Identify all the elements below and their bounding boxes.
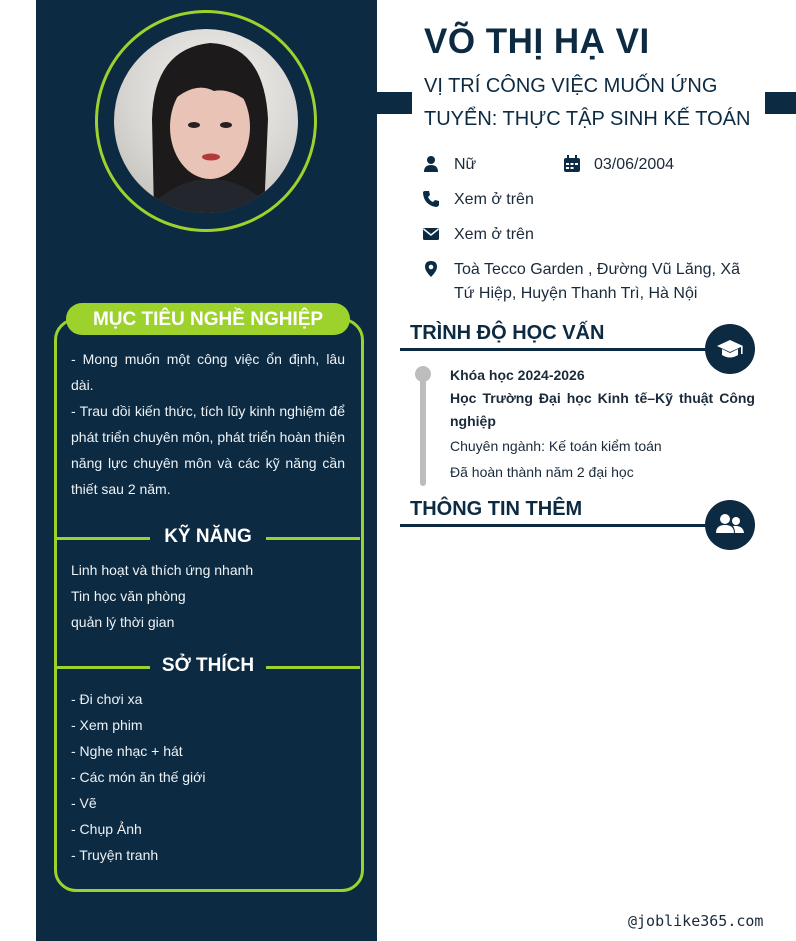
hobbies-list xyxy=(71,686,205,868)
hobbies-title: SỞ THÍCH xyxy=(161,655,255,676)
skill-item: quản lý thời gian xyxy=(71,614,175,630)
skills-title: KỸ NĂNG xyxy=(164,526,252,547)
objective-text xyxy=(71,346,345,502)
calendar-icon xyxy=(563,155,581,173)
education-status: Đã hoàn thành năm 2 đại học xyxy=(450,464,634,480)
hobby-item: - Xem phim xyxy=(71,717,143,733)
hobby-item: - Chụp Ảnh xyxy=(71,821,142,837)
education-school: Học Trường Đại học Kinh tế–Kỹ thuật Công nghiệp xyxy=(450,390,755,429)
users-icon xyxy=(705,500,755,550)
education-timeline xyxy=(420,372,426,486)
extra-title: THÔNG TIN THÊM xyxy=(410,498,583,520)
phone-icon xyxy=(422,190,440,208)
title-accent-bar-left xyxy=(377,92,412,114)
education-title: TRÌNH ĐỘ HỌC VẤN xyxy=(410,322,605,344)
extra-rule xyxy=(400,524,720,527)
objective-line: - Mong muốn một công việc ổn định, lâu dài. xyxy=(71,351,345,393)
profile-photo-frame xyxy=(95,10,317,232)
desired-position: VỊ TRÍ CÔNG VIỆC MUỐN ỨNG TUYỂN: THỰC TẬP SINH KẾ TOÁN xyxy=(424,75,751,130)
birthdate-value: 03/06/2004 xyxy=(594,156,675,173)
envelope-icon xyxy=(422,225,440,243)
objective-title: MỤC TIÊU NGHỀ NGHIỆP xyxy=(66,303,350,335)
candidate-name: VÕ THỊ HẠ VI xyxy=(424,22,650,61)
skills-header xyxy=(56,523,360,551)
phone-value: Xem ở trên xyxy=(454,191,534,208)
hobby-item: - Truyện tranh xyxy=(71,847,159,863)
hobby-item: - Đi chơi xa xyxy=(71,691,143,707)
title-accent-bar-right xyxy=(765,92,796,114)
hobby-item: - Nghe nhạc + hát xyxy=(71,743,183,759)
skills-list xyxy=(71,557,253,635)
profile-photo xyxy=(114,29,298,213)
watermark: @joblike365.com xyxy=(628,912,764,930)
email-value: Xem ở trên xyxy=(454,226,534,243)
education-major: Chuyên ngành: Kế toán kiểm toán xyxy=(450,438,662,454)
skill-item: Tin học văn phòng xyxy=(71,588,186,604)
education-rule xyxy=(400,348,720,351)
hobby-item: - Vẽ xyxy=(71,795,97,811)
address-value: Toà Tecco Garden , Đường Vũ Lăng, Xã Tứ Hiệp, Huyện Thanh Trì, Hà Nội xyxy=(454,261,740,302)
education-course: Khóa học 2024-2026 xyxy=(450,367,585,383)
education-timeline-dot xyxy=(415,366,431,382)
hobby-item: - Các món ăn thế giới xyxy=(71,769,206,785)
map-pin-icon xyxy=(422,260,440,278)
objective-line: - Trau dồi kiến thức, tích lũy kinh nghiệm để phát triển chuyên môn, phát triển hoàn thiện năng lực chuyên môn và các kỹ năng cần thiết sau 2 năm. xyxy=(71,403,345,497)
hobbies-header xyxy=(56,652,360,680)
user-icon xyxy=(422,155,440,173)
skill-item: Linh hoạt và thích ứng nhanh xyxy=(71,562,254,578)
gender-value: Nữ xyxy=(454,156,477,173)
